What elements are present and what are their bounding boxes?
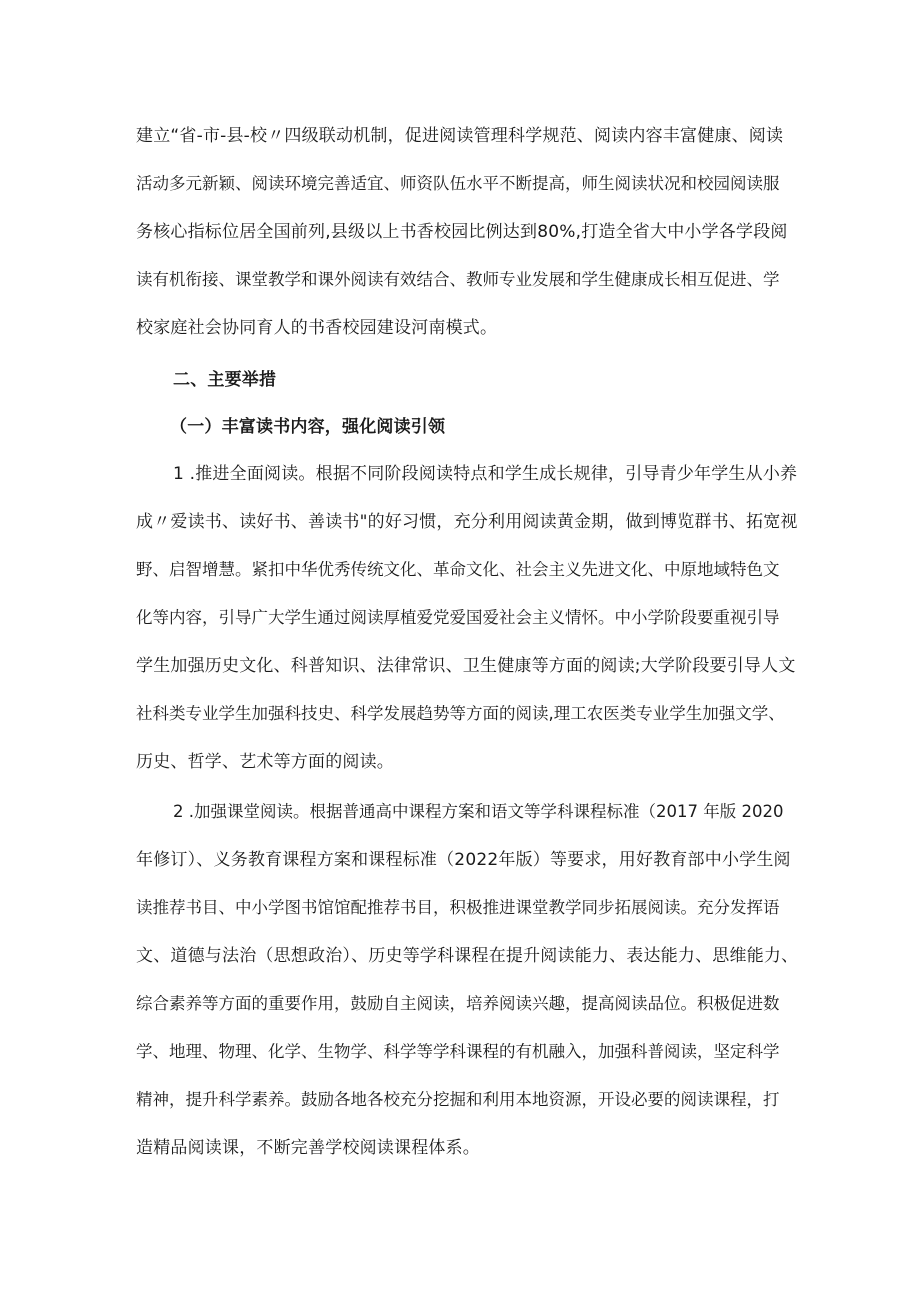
text-line: 学、地理、物理、化学、生物学、科学等学科课程的有机融入，加强科普阅读，坚定科学 bbox=[136, 1042, 780, 1061]
text-line: 1 .推进全面阅读。根据不同阶段阅读特点和学生成长规律，引导青少年学生从小养 bbox=[173, 464, 798, 484]
text-line: 精神，提升科学素养。鼓励各地各校充分挖掘和利用本地资源，开设必要的阅读课程，打 bbox=[136, 1090, 780, 1109]
text-line: 成〃爱读书、读好书、善读书"的好习惯，充分利用阅读黄金期，做到博览群书、拓宽视 bbox=[136, 512, 798, 532]
section-heading: 二、主要举措 bbox=[173, 370, 277, 390]
text-line: 野、启智增慧。紧扣中华优秀传统文化、革命文化、社会主义先进文化、中原地域特色文 bbox=[136, 560, 780, 579]
text-line: 读推荐书目、中小学图书馆馆配推荐书目，积极推进课堂教学同步拓展阅读。充分发挥语 bbox=[136, 898, 780, 917]
text-line: 2 .加强课堂阅读。根据普通高中课程方案和语文等学科课程标准（2017 年版 2020 bbox=[173, 802, 784, 821]
text-line: 校家庭社会协同育人的书香校园建设河南模式。 bbox=[136, 318, 498, 338]
text-line: 建立“省-市-县-校〃四级联动机制，促进阅读管理科学规范、阅读内容丰富健康、阅读 bbox=[136, 126, 784, 146]
text-line: 化等内容，引导广大学生通过阅读厚植爱党爱国爱社会主义情怀。中小学阶段要重视引导 bbox=[136, 608, 780, 627]
text-line: 年修订）、义务教育课程方案和课程标准（2022年版）等要求，用好教育部中小学生阅 bbox=[136, 850, 791, 870]
text-line: 造精品阅读课，不断完善学校阅读课程体系。 bbox=[136, 1138, 480, 1158]
text-line: 综合素养等方面的重要作用，鼓励自主阅读，培养阅读兴趣，提高阅读品位。积极促进数 bbox=[136, 994, 780, 1013]
text-line: 社科类专业学生加强科技史、科学发展趋势等方面的阅读,理工农医类专业学生加强文学、 bbox=[136, 704, 785, 723]
text-line: 学生加强历史文化、科普知识、法律常识、卫生健康等方面的阅读;大学阶段要引导人文 bbox=[136, 656, 796, 676]
text-line: 历史、哲学、艺术等方面的阅读。 bbox=[136, 752, 394, 772]
text-line: 活动多元新颖、阅读环境完善适宜、师资队伍水平不断提高，师生阅读状况和校园阅读服 bbox=[136, 174, 780, 193]
subsection-heading: （一）丰富读书内容，强化阅读引领 bbox=[170, 417, 446, 437]
text-line: 读有机衔接、课堂教学和课外阅读有效结合、教师专业发展和学生健康成长相互促进、学 bbox=[136, 270, 780, 289]
text-line: 务核心指标位居全国前列,县级以上书香校园比例达到80%,打造全省大中小学各学段阅 bbox=[136, 222, 788, 242]
text-line: 文、道德与法治（思想政治）、历史等学科课程在提升阅读能力、表达能力、思维能力、 bbox=[136, 946, 799, 966]
